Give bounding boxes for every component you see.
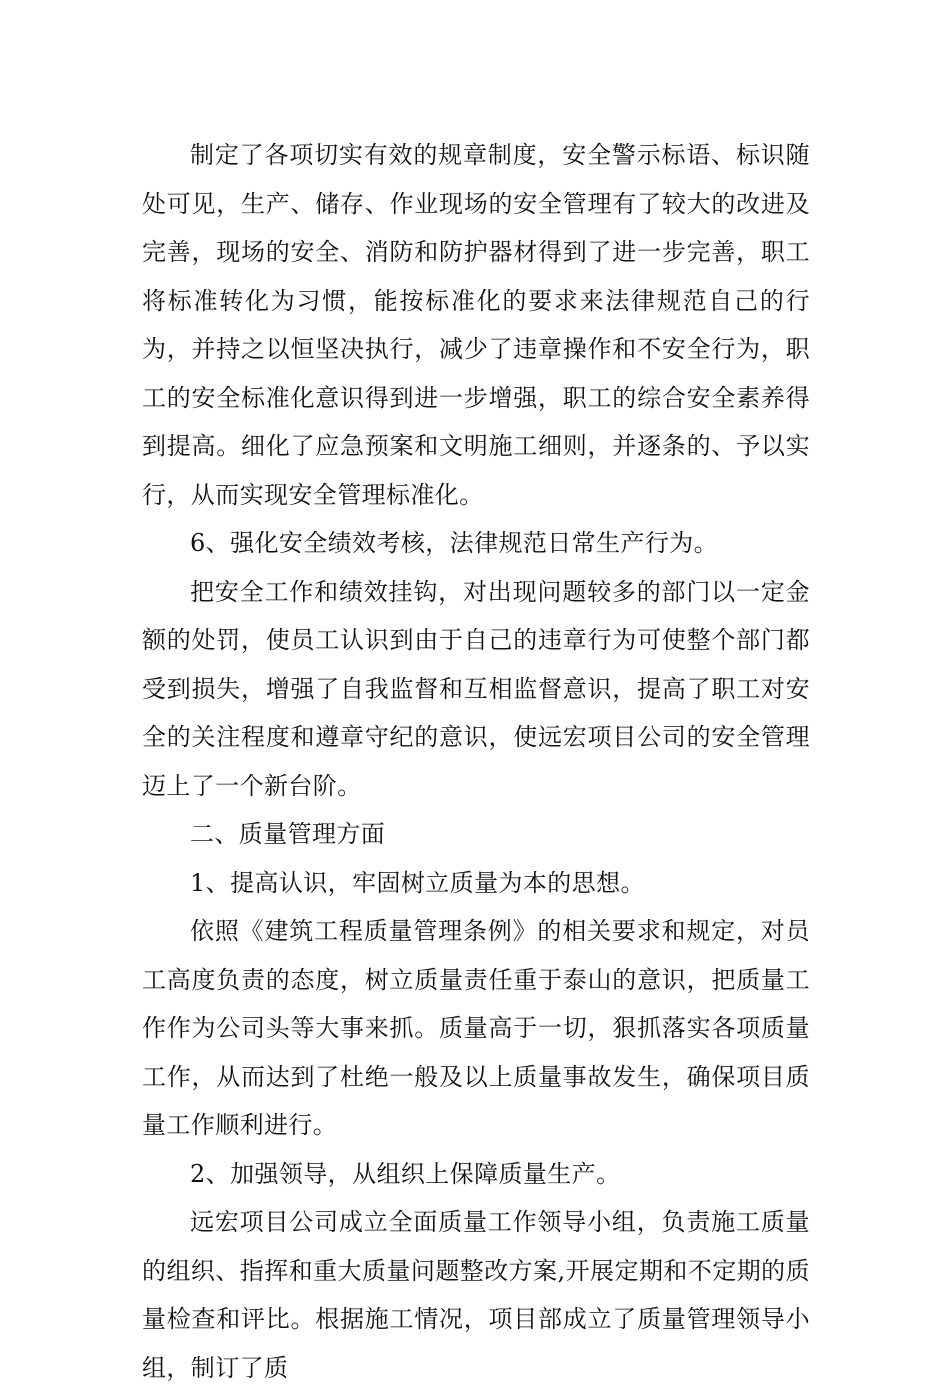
paragraph-quality-regulations: 依照《建筑工程质量管理条例》的相关要求和规定，对员工高度负责的态度，树立质量责任重于泰山的意识，把质量工作作为公司头等大事来抓。质量高于一切，狠抓落实各项质量工作，从而达到了杜绝一般及以上质量事故发生，确保项目质量工作顺利进行。 [142,917,810,1139]
paragraph-quality-team: 远宏项目公司成立全面质量工作领导小组，负责施工质量的组织、指挥和重大质量问题整改方案,开展定期和不定期的质量检查和评比。根据施工情况，项目部成立了质量管理领导小组，制订了质 [142,1208,810,1382]
heading-item-6-performance: 6、强化安全绩效考核，法律规范日常生产行为。 [190,529,719,557]
heading-item-1-awareness: 1、提高认识，牢固树立质量为本的思想。 [190,868,645,897]
section-heading-quality: 二、质量管理方面 [190,820,386,848]
document-body [142,131,810,1392]
paragraph-performance: 把安全工作和绩效挂钩，对出现问题较多的部门以一定金额的处罚，使员工认识到由于自己的违章行为可使整个部门都受到损失，增强了自我监督和互相监督意识，提高了职工对安全的关注程度和遵章守纪的意识，使远宏项目公司的安全管理迈上了一个新台阶。 [142,577,810,800]
paragraph-safety-rules: 制定了各项切实有效的规章制度，安全警示标语、标识随处可见，生产、储存、作业现场的安全管理有了较大的改进及完善，现场的安全、消防和防护器材得到了进一步完善，职工将标准转化为习惯，能按标准化的要求来法律规范自己的行为，并持之以恒坚决执行，减少了违章操作和不安全行为，职工的安全标准化意识得到进一步增强，职工的综合安全素养得到提高。细化了应急预案和文明施工细则，并逐条的、予以实行，从而实现安全管理标准化。 [142,141,810,509]
heading-item-2-leadership: 2、加强领导，从组织上保障质量生产。 [190,1159,621,1188]
